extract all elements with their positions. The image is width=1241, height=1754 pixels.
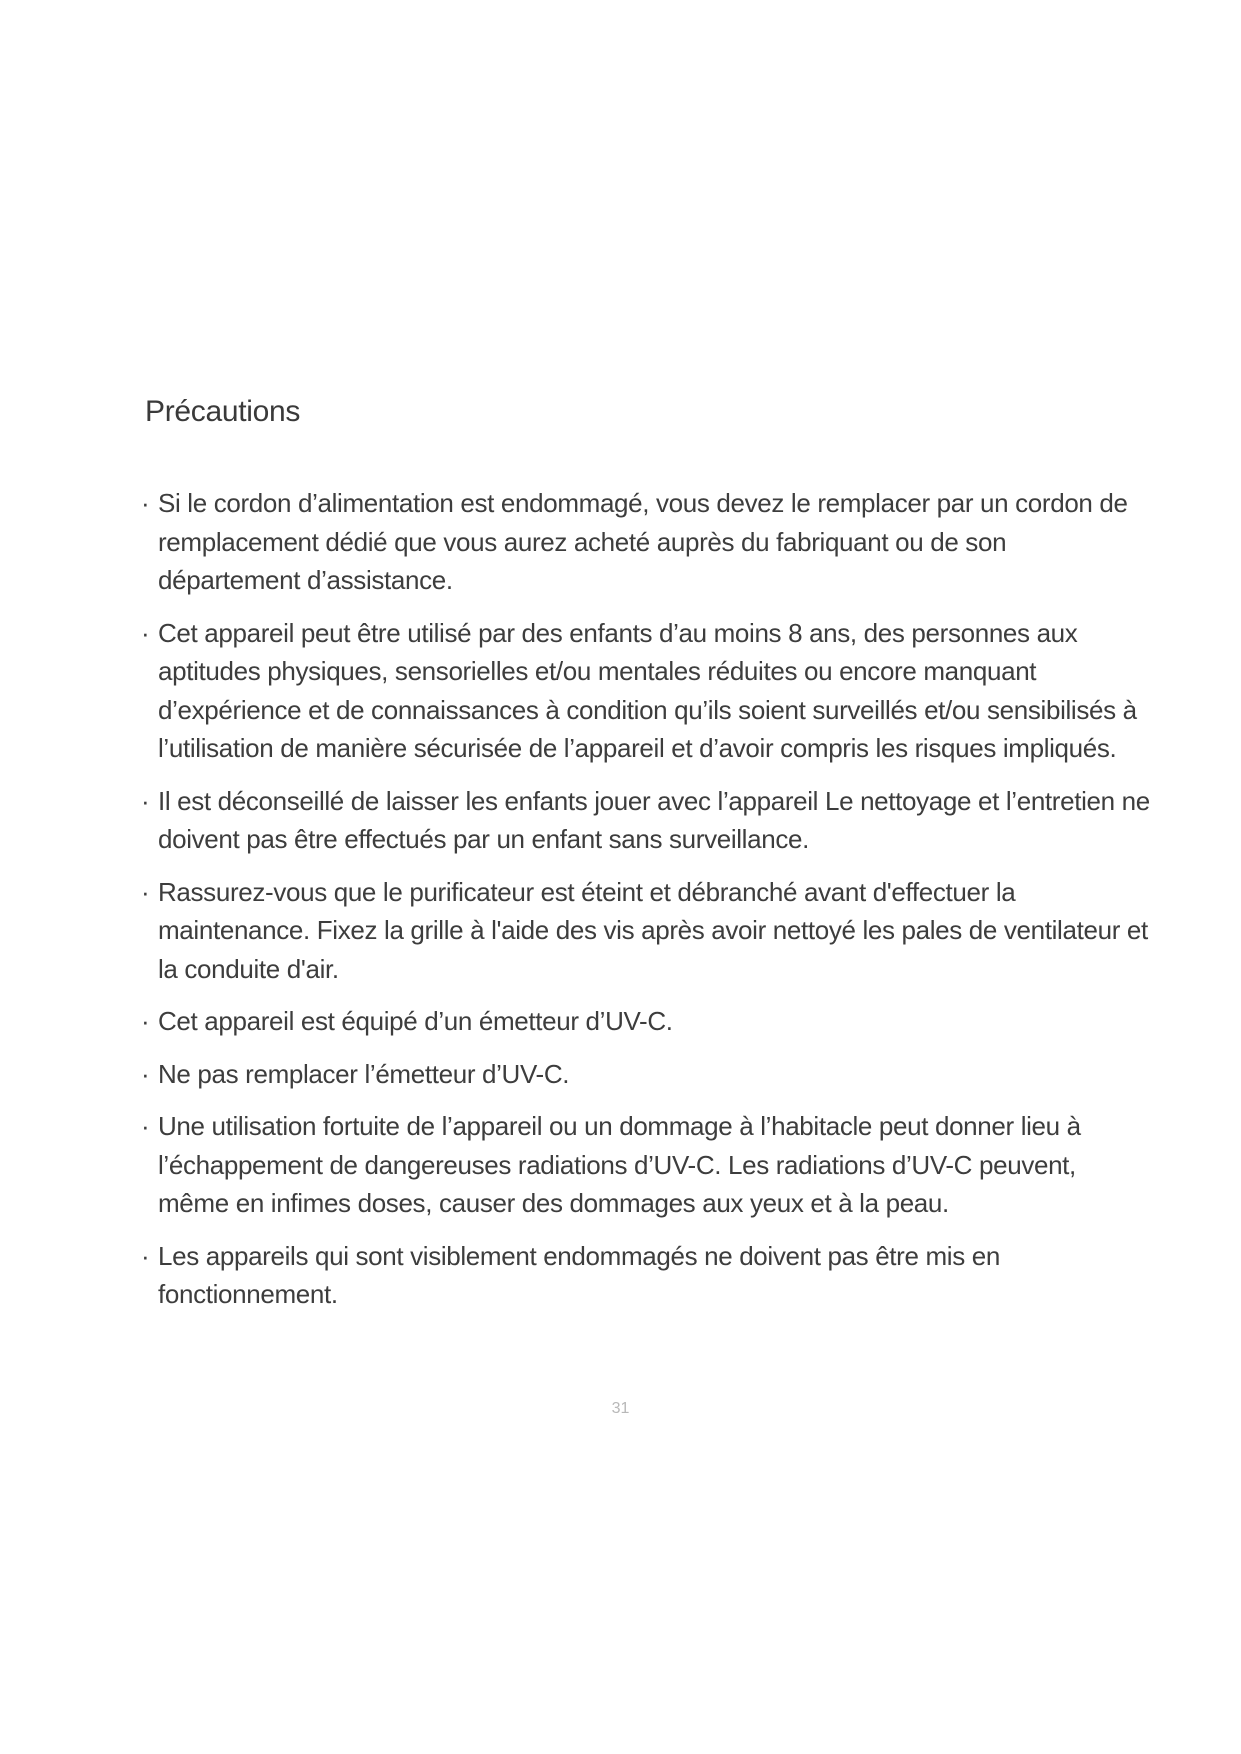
precaution-item: · Cet appareil peut être utilisé par des enfants d’au moins 8 ans, des personnes aux aptitudes physiques, sensorielles et/ou mentales réduites ou encore manquant d’expérience et de connaissances à condition qu’ils soient surveillés et/ou sensibilisés à l’utilisation de manière sécurisée de l’appareil et d’avoir compris les risques impliqués.: [141, 614, 1151, 768]
precaution-item: · Les appareils qui sont visiblement endommagés ne doivent pas être mis en fonctionnement.: [141, 1237, 1151, 1314]
precaution-item: · Rassurez-vous que le purificateur est éteint et débranché avant d'effectuer la maintenance. Fixez la grille à l'aide des vis après avoir nettoyé les pales de ventilateur et la conduite d'air.: [141, 873, 1151, 989]
section-title: Précautions: [145, 395, 301, 428]
precaution-item: · Si le cordon d’alimentation est endommagé, vous devez le remplacer par un cordon de remplacement dédié que vous aurez acheté auprès du fabriquant ou de son département d’assistance.: [141, 484, 1151, 600]
page-number: 31: [611, 1400, 630, 1417]
precaution-item: · Ne pas remplacer l’émetteur d’UV-C.: [141, 1055, 1151, 1094]
precaution-item: · Cet appareil est équipé d’un émetteur d’UV-C.: [141, 1002, 1151, 1041]
precaution-item: · Il est déconseillé de laisser les enfants jouer avec l’appareil Le nettoyage et l’entretien ne doivent pas être effectués par un enfant sans surveillance.: [141, 782, 1151, 859]
precaution-item: · Une utilisation fortuite de l’appareil ou un dommage à l’habitacle peut donner lieu à l’échappement de dangereuses radiations d’UV-C. Les radiations d’UV-C peuvent, même en infimes doses, causer des dommages aux yeux et à la peau.: [141, 1107, 1151, 1223]
precautions-list: [141, 484, 1151, 1328]
